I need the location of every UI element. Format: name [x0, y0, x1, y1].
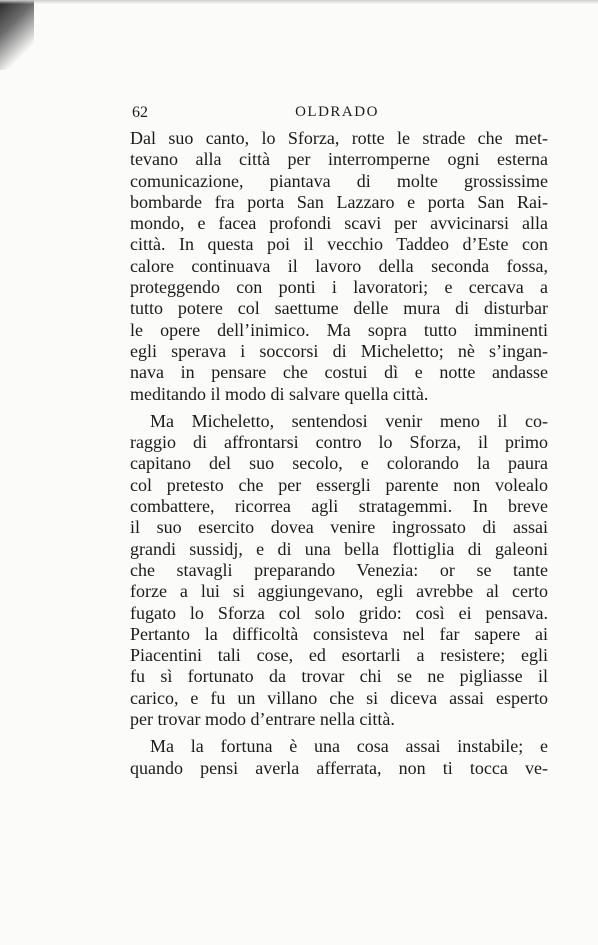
- text-line: quando pensi averla afferrata, non ti tocca ve-: [130, 757, 548, 778]
- text-line: raggio di affrontarsi contro lo Sforza, il primo: [130, 432, 548, 453]
- text-line: Ma la fortuna è una cosa assai instabile; e: [150, 736, 548, 757]
- text-line: fu sì fortunato da trovar chi se ne pigliasse il: [130, 666, 548, 687]
- text-line: che stavagli preparando Venezia: or se tante: [130, 559, 548, 580]
- paragraph: [130, 128, 548, 405]
- text-line: tutto potere col saettume delle mura di disturbar: [130, 298, 548, 319]
- text-line: città. In questa poi il vecchio Taddeo d’Este con: [130, 234, 548, 255]
- text-line: carico, e fu un villano che si diceva assai esperto: [130, 687, 548, 708]
- text-line: bombarde fra porta San Lazzaro e porta San Rai-: [130, 191, 548, 212]
- text-line: meditando il modo di salvare quella città.: [130, 383, 429, 404]
- text-line: col pretesto che per essergli parente non volealo: [130, 474, 548, 495]
- text-line: calore continuava il lavoro della seconda fossa,: [130, 255, 548, 276]
- text-line: proteggendo con ponti i lavoratori; e cercava a: [130, 277, 548, 298]
- text-line: Ma Micheletto, sentendosi venir meno il co-: [150, 410, 548, 431]
- text-line: tevano alla città per interromperne ogni esterna: [130, 149, 548, 170]
- text-line: Pertanto la difficoltà consisteva nel far sapere ai: [130, 623, 548, 644]
- text-line: grandi sussidj, e di una bella flottiglia di galeoni: [130, 538, 548, 559]
- body-text: [130, 128, 548, 779]
- scan-shadow: [0, 0, 34, 70]
- text-line: egli sperava i soccorsi di Micheletto; nè s’ingan-: [130, 340, 548, 361]
- text-line: Dal suo canto, lo Sforza, rotte le strade che met-: [130, 128, 548, 148]
- text-line: le opere dell’inimico. Ma sopra tutto imminenti: [130, 319, 548, 340]
- text-line: fugato lo Sforza col solo grido: così ei pensava.: [130, 602, 548, 623]
- page-header: [132, 104, 542, 126]
- text-line: capitano del suo secolo, e colorando la paura: [130, 453, 548, 474]
- paragraph: [130, 411, 548, 730]
- text-line: combattere, ricorrea agli stratagemmi. In breve: [130, 496, 548, 517]
- text-line: per trovar modo d’entrare nella città.: [130, 709, 395, 730]
- text-line: comunicazione, piantava di molte grossissime: [130, 170, 548, 191]
- text-line: il suo esercito dovea venire ingrossato di assai: [130, 517, 548, 538]
- text-line: mondo, e facea profondi scavi per avvicinarsi alla: [130, 213, 548, 234]
- paragraph: [130, 736, 548, 779]
- text-line: nava in pensare che costui dì e notte andasse: [130, 362, 548, 383]
- page-number: 62: [132, 104, 148, 121]
- scan-shadow-top: [0, 0, 598, 4]
- running-title: OLDRADO: [295, 104, 379, 120]
- text-line: forze a lui si aggiungevano, egli avrebbe al certo: [130, 581, 548, 602]
- text-line: Piacentini tali cose, ed esortarli a resistere; egli: [130, 645, 548, 666]
